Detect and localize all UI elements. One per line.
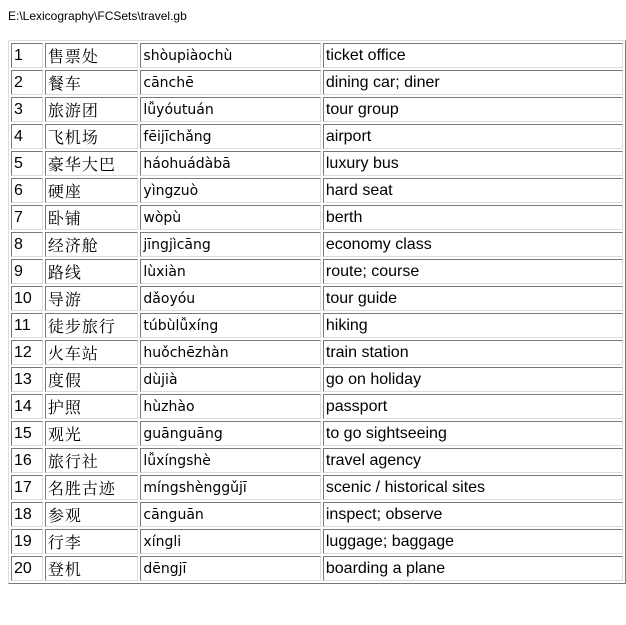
- hanzi-cell: 硬座: [45, 178, 139, 203]
- english-cell: route; course: [323, 259, 623, 284]
- hanzi-cell: 售票处: [45, 43, 139, 68]
- table-row: [11, 232, 623, 257]
- table-row: [11, 124, 623, 149]
- row-number-cell: 14: [11, 394, 43, 419]
- row-number-cell: 12: [11, 340, 43, 365]
- pinyin-cell: hùzhào: [140, 394, 320, 419]
- table-row: [11, 259, 623, 284]
- table-row: [11, 475, 623, 500]
- hanzi-cell: 徒步旅行: [45, 313, 139, 338]
- hanzi-cell: 旅游团: [45, 97, 139, 122]
- row-number-cell: 16: [11, 448, 43, 473]
- hanzi-cell: 火车站: [45, 340, 139, 365]
- table-row: [11, 151, 623, 176]
- pinyin-cell: háohuádàbā: [140, 151, 320, 176]
- row-number-cell: 8: [11, 232, 43, 257]
- table-row: [11, 286, 623, 311]
- table-row: [11, 529, 623, 554]
- english-cell: tour group: [323, 97, 623, 122]
- hanzi-cell: 豪华大巴: [45, 151, 139, 176]
- pinyin-cell: fēijīchǎng: [140, 124, 320, 149]
- english-cell: to go sightseeing: [323, 421, 623, 446]
- english-cell: luxury bus: [323, 151, 623, 176]
- pinyin-cell: lùxiàn: [140, 259, 320, 284]
- pinyin-cell: wòpù: [140, 205, 320, 230]
- hanzi-cell: 登机: [45, 556, 139, 581]
- pinyin-cell: cānchē: [140, 70, 320, 95]
- hanzi-cell: 度假: [45, 367, 139, 392]
- row-number-cell: 13: [11, 367, 43, 392]
- pinyin-cell: cānguān: [140, 502, 320, 527]
- row-number-cell: 5: [11, 151, 43, 176]
- row-number-cell: 15: [11, 421, 43, 446]
- english-cell: airport: [323, 124, 623, 149]
- hanzi-cell: 经济舱: [45, 232, 139, 257]
- hanzi-cell: 观光: [45, 421, 139, 446]
- table-row: [11, 178, 623, 203]
- hanzi-cell: 飞机场: [45, 124, 139, 149]
- pinyin-cell: dǎoyóu: [140, 286, 320, 311]
- english-cell: travel agency: [323, 448, 623, 473]
- table-row: [11, 556, 623, 581]
- english-cell: scenic / historical sites: [323, 475, 623, 500]
- english-cell: train station: [323, 340, 623, 365]
- hanzi-cell: 路线: [45, 259, 139, 284]
- english-cell: hard seat: [323, 178, 623, 203]
- pinyin-cell: dēngjī: [140, 556, 320, 581]
- pinyin-cell: lǚyóutuán: [140, 97, 320, 122]
- english-cell: berth: [323, 205, 623, 230]
- english-cell: inspect; observe: [323, 502, 623, 527]
- pinyin-cell: guānguāng: [140, 421, 320, 446]
- pinyin-cell: huǒchēzhàn: [140, 340, 320, 365]
- row-number-cell: 19: [11, 529, 43, 554]
- table-row: [11, 448, 623, 473]
- vocabulary-table-body: [11, 43, 623, 581]
- english-cell: economy class: [323, 232, 623, 257]
- table-row: [11, 205, 623, 230]
- english-cell: luggage; baggage: [323, 529, 623, 554]
- row-number-cell: 3: [11, 97, 43, 122]
- vocabulary-table: [8, 40, 626, 584]
- row-number-cell: 2: [11, 70, 43, 95]
- table-row: [11, 421, 623, 446]
- table-row: [11, 394, 623, 419]
- hanzi-cell: 护照: [45, 394, 139, 419]
- pinyin-cell: shòupiàochù: [140, 43, 320, 68]
- hanzi-cell: 参观: [45, 502, 139, 527]
- table-row: [11, 340, 623, 365]
- table-row: [11, 502, 623, 527]
- table-row: [11, 43, 623, 68]
- hanzi-cell: 旅行社: [45, 448, 139, 473]
- pinyin-cell: jīngjìcāng: [140, 232, 320, 257]
- pinyin-cell: míngshènggǔjī: [140, 475, 320, 500]
- table-row: [11, 70, 623, 95]
- hanzi-cell: 导游: [45, 286, 139, 311]
- pinyin-cell: xíngli: [140, 529, 320, 554]
- hanzi-cell: 卧铺: [45, 205, 139, 230]
- table-row: [11, 97, 623, 122]
- row-number-cell: 7: [11, 205, 43, 230]
- hanzi-cell: 名胜古迹: [45, 475, 139, 500]
- pinyin-cell: yìngzuò: [140, 178, 320, 203]
- row-number-cell: 20: [11, 556, 43, 581]
- row-number-cell: 17: [11, 475, 43, 500]
- table-row: [11, 313, 623, 338]
- row-number-cell: 6: [11, 178, 43, 203]
- row-number-cell: 1: [11, 43, 43, 68]
- table-row: [11, 367, 623, 392]
- english-cell: boarding a plane: [323, 556, 623, 581]
- hanzi-cell: 餐车: [45, 70, 139, 95]
- row-number-cell: 18: [11, 502, 43, 527]
- pinyin-cell: lǚxíngshè: [140, 448, 320, 473]
- english-cell: dining car; diner: [323, 70, 623, 95]
- row-number-cell: 9: [11, 259, 43, 284]
- pinyin-cell: dùjià: [140, 367, 320, 392]
- pinyin-cell: túbùlǚxíng: [140, 313, 320, 338]
- hanzi-cell: 行李: [45, 529, 139, 554]
- english-cell: passport: [323, 394, 623, 419]
- file-path-label: E:\Lexicography\FCSets\travel.gb: [8, 9, 187, 23]
- english-cell: ticket office: [323, 43, 623, 68]
- english-cell: go on holiday: [323, 367, 623, 392]
- english-cell: hiking: [323, 313, 623, 338]
- row-number-cell: 4: [11, 124, 43, 149]
- row-number-cell: 11: [11, 313, 43, 338]
- english-cell: tour guide: [323, 286, 623, 311]
- row-number-cell: 10: [11, 286, 43, 311]
